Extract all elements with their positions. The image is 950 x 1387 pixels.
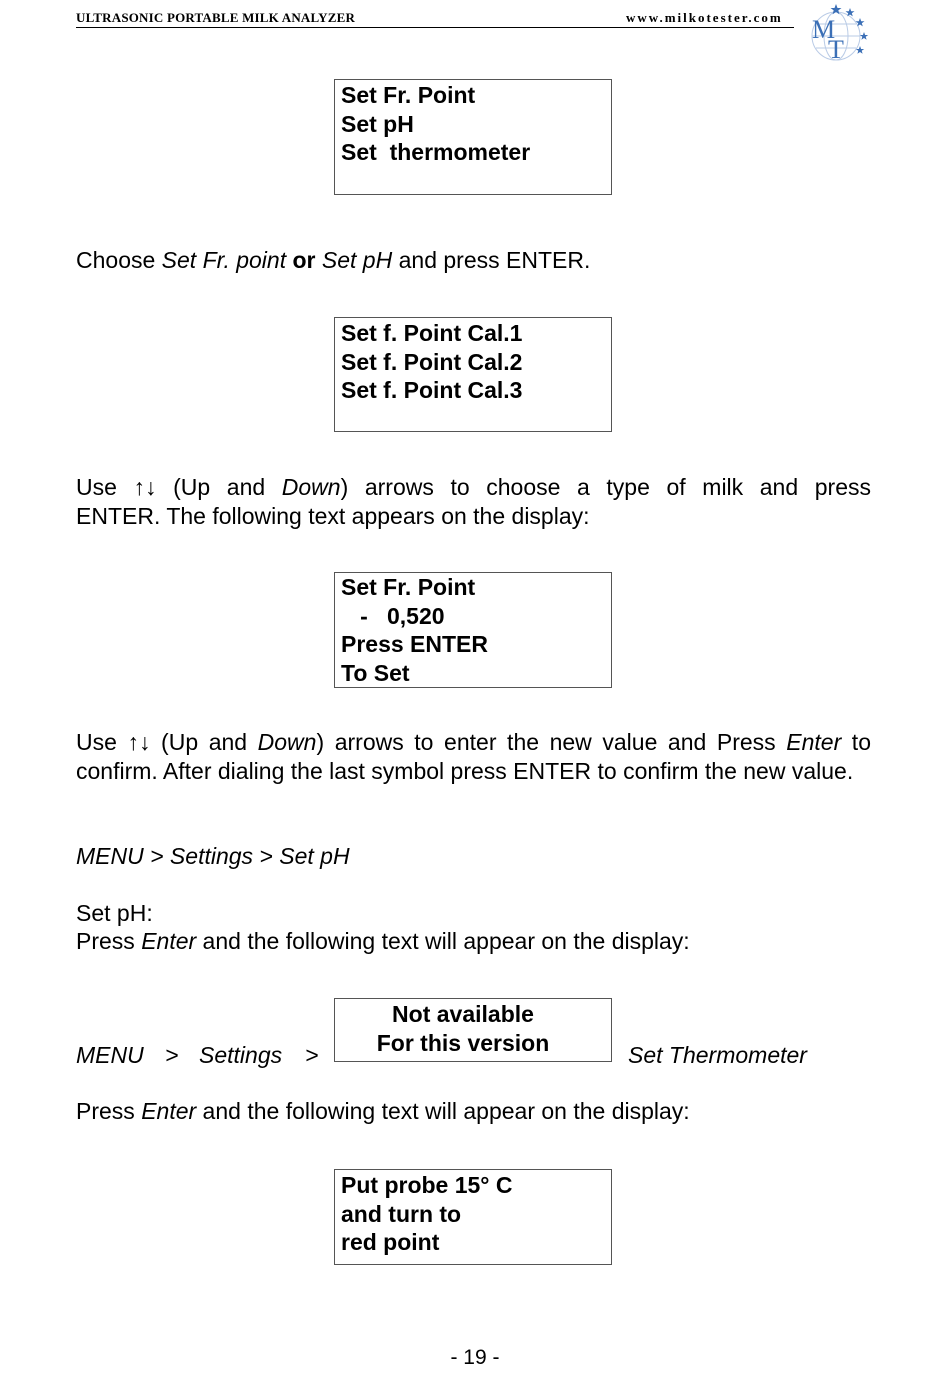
document-header-website: www.milkotester.com bbox=[626, 10, 783, 25]
display-line: Set f. Point Cal.2 bbox=[341, 348, 523, 375]
instruction-press-enter-ph: Press Enter and the following text will appear on the display: bbox=[76, 928, 690, 954]
display-line: Not available bbox=[392, 1001, 534, 1027]
instruction-press-enter-thermometer: Press Enter and the following text will appear on the display: bbox=[76, 1098, 690, 1124]
lcd-display-calibration-menu bbox=[334, 79, 612, 195]
menu-path-separator: > bbox=[305, 1042, 319, 1068]
option-set-ph: Set pH bbox=[321, 247, 393, 273]
display-line: For this version bbox=[376, 1029, 550, 1056]
logo-letter-t: T bbox=[828, 35, 844, 64]
instruction-choose-option: Choose Set Fr. point or Set pH and press ENTER. bbox=[76, 247, 591, 273]
document-header-title: ULTRASONIC PORTABLE MILK ANALYZER bbox=[76, 10, 356, 25]
milkotester-logo-icon bbox=[806, 2, 870, 64]
logo-letter-m: M bbox=[812, 15, 836, 44]
display-line: Set pH bbox=[341, 110, 414, 137]
option-set-fr-point: Set Fr. point bbox=[161, 247, 287, 273]
display-line: Set f. Point Cal.1 bbox=[341, 320, 523, 346]
instruction-choose-milk-type: Use ↑↓ (Up and Down) arrows to choose a type of milk and press ENTER. The following text appears on the display: bbox=[76, 474, 871, 529]
set-ph-label: Set pH: bbox=[76, 900, 153, 926]
display-line: Put probe 15° C bbox=[341, 1172, 513, 1198]
header-divider bbox=[76, 27, 794, 28]
menu-path-set-ph: MENU > Settings > Set pH bbox=[76, 843, 350, 869]
lcd-display-freezing-point-calibration bbox=[334, 317, 612, 432]
menu-path-separator: > bbox=[165, 1042, 179, 1068]
display-line: To Set bbox=[341, 659, 410, 686]
instruction-enter-new-value: Use ↑↓ (Up and Down) arrows to enter the new value and Press Enter to confirm. After dialing the last symbol press ENTER to confirm the new value. bbox=[76, 729, 871, 784]
lcd-display-put-probe bbox=[334, 1169, 612, 1265]
menu-path-menu: MENU bbox=[76, 1042, 144, 1068]
lcd-display-set-freezing-point-value bbox=[334, 572, 612, 688]
menu-path-settings: Settings bbox=[199, 1042, 283, 1068]
display-line: Set f. Point Cal.3 bbox=[341, 377, 523, 403]
display-line: red point bbox=[341, 1229, 440, 1255]
menu-path-set-thermometer: Set Thermometer bbox=[628, 1042, 807, 1068]
display-line: Press ENTER bbox=[341, 631, 489, 657]
display-line: Set Fr. Point bbox=[341, 574, 476, 600]
display-line: Set thermometer bbox=[341, 139, 531, 165]
display-line: and turn to bbox=[341, 1200, 462, 1227]
lcd-display-not-available bbox=[334, 998, 612, 1062]
display-line: - 0,520 bbox=[341, 602, 445, 629]
display-line: Set Fr. Point bbox=[341, 82, 476, 108]
page-number: - 19 - bbox=[450, 1346, 500, 1369]
